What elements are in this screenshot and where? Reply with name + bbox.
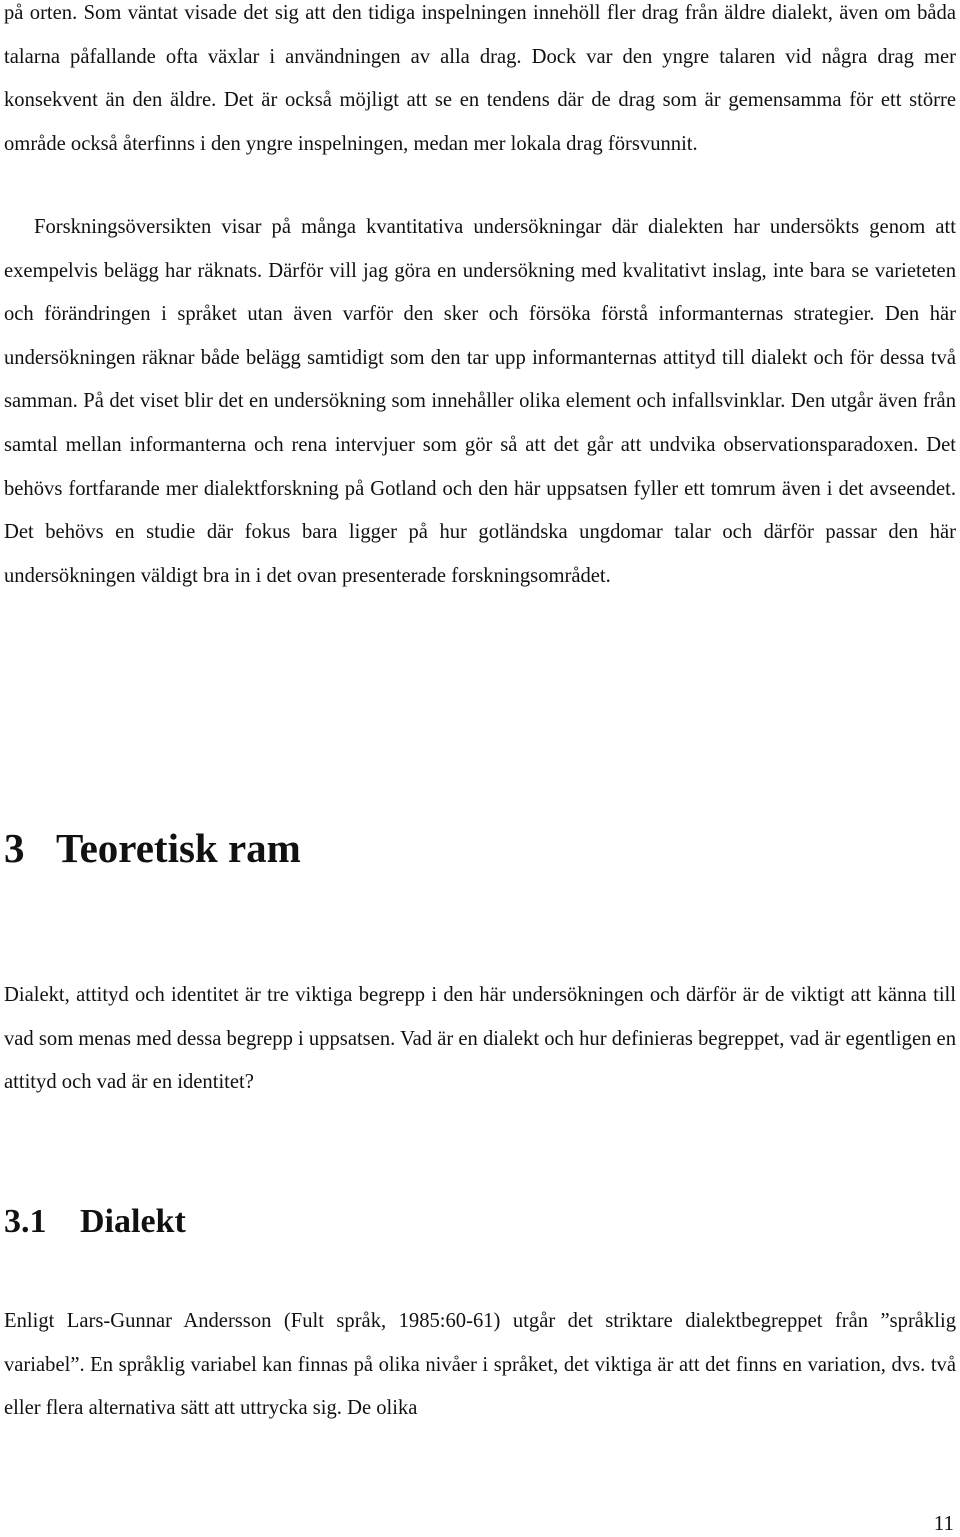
subsection-number: 3.1	[4, 1203, 47, 1240]
paragraph-intro-continuation: på orten. Som väntat visade det sig att den tidiga inspelningen innehöll fler drag från äldre dialekt, även om båda talarna påfallande ofta växlar i användningen av alla drag. Dock var den yngre talaren vid några drag mer konsekvent än den äldre. Det är också möjligt att se en tendens där de drag som är gemensamma för ett större område också återfinns i den yngre inspelningen, medan mer lokala drag försvunnit.	[4, 2, 956, 155]
section-title: Teoretisk ram	[56, 825, 301, 871]
subsection-title: Dialekt	[80, 1203, 186, 1240]
section-number: 3	[4, 825, 25, 871]
paragraph-concepts: Dialekt, attityd och identitet är tre viktiga begrepp i den här undersökningen och därför är de viktigt att känna till vad som menas med dessa begrepp i uppsatsen. Vad är en dialekt och hur definieras begreppet, vad är egentligen en attityd och vad är en identitet?	[4, 984, 956, 1094]
paragraph-dialect-definition: Enligt Lars-Gunnar Andersson (Fult språk, 1985:60-61) utgår det striktare dialektbegreppet från ”språklig variabel”. En språklig variabel kan finnas på olika nivåer i språket, det viktiga är att det finns en variation, dvs. två eller flera alternativa sätt att uttrycka sig. De olika	[4, 1310, 956, 1420]
section-heading-teoretisk-ram	[4, 820, 301, 876]
page-number: 11	[933, 1511, 954, 1535]
paragraph-research-overview: Forskningsöversikten visar på många kvantitativa undersökningar där dialekten har undersökts genom att exempelvis belägg har räknats. Därför vill jag göra en undersökning med kvalitativt inslag, inte bara se varieteten och förändringen i språket utan även varför den sker och försöka förstå informanternas strategier. Den här undersökningen räknar både belägg samtidigt som den tar upp informanternas attityd till dialekt och för dessa två samman. På det viset blir det en undersökning som innehåller olika element och infallsvinklar. Den utgår även från samtal mellan informanterna och rena intervjuer som gör så att det går att undvika observationsparadoxen. Det behövs fortfarande mer dialektforskning på Gotland och den här uppsatsen fyller ett tomrum även i det avseendet. Det behövs en studie där fokus bara ligger på hur gotländska ungdomar talar och därför passar den här undersökningen väldigt bra in i det ovan presenterade forskningsområdet.	[4, 216, 956, 587]
subsection-heading-dialekt	[4, 1198, 186, 1246]
